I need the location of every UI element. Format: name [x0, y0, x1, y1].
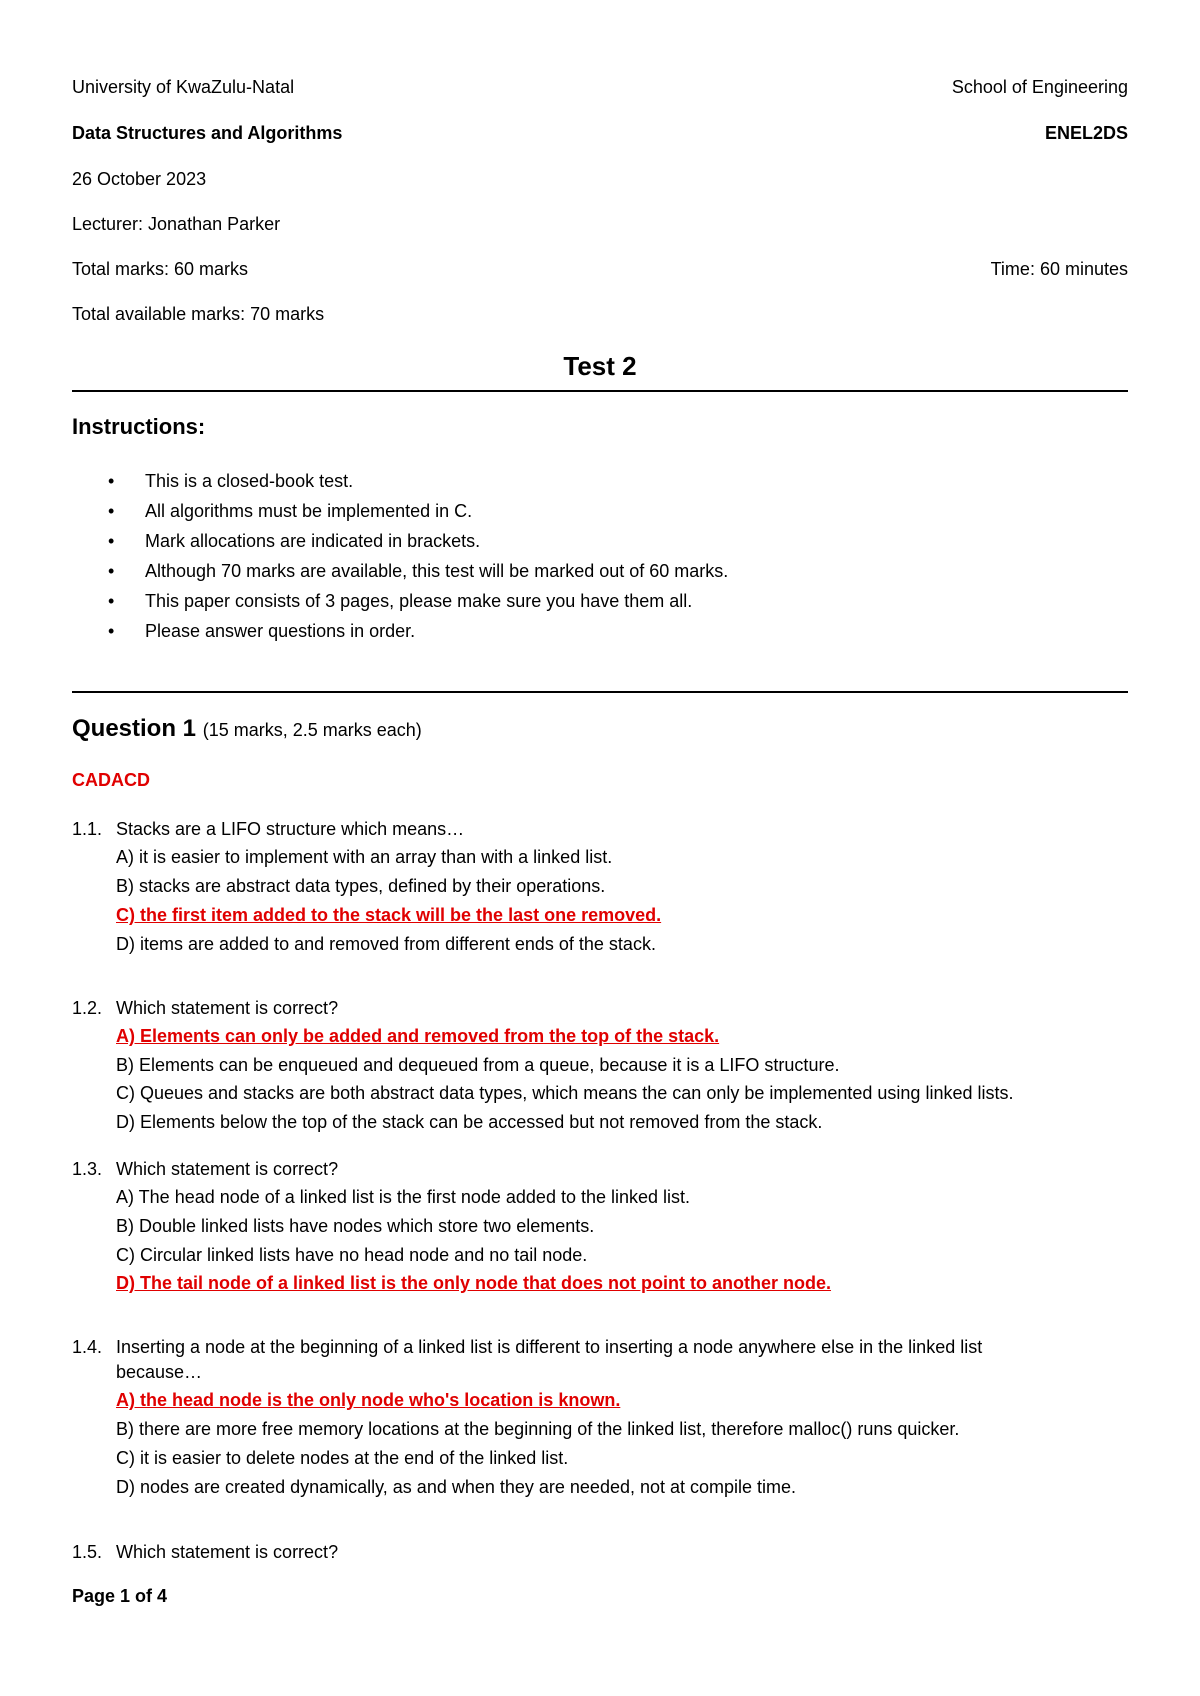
question-number: 1.2. — [72, 998, 103, 1018]
option-a-correct: A) the head node is the only node who's location is known. — [116, 1390, 621, 1410]
course-code: ENEL2DS — [1044, 123, 1128, 143]
question-1-heading — [72, 715, 422, 743]
lecturer-name: Lecturer: Jonathan Parker — [72, 214, 281, 234]
question-number: 1.5. — [72, 1542, 103, 1562]
instruction-item: • Please answer questions in order. — [108, 616, 728, 646]
instruction-item: • Although 70 marks are available, this test will be marked out of 60 marks. — [108, 556, 728, 586]
option-b: B) Double linked lists have nodes which store two elements. — [116, 1216, 595, 1236]
title-divider — [72, 390, 1128, 392]
bullet-icon: • — [108, 531, 115, 551]
option-b: B) there are more free memory locations at the beginning of the linked list, therefore malloc() runs quicker. — [116, 1419, 960, 1439]
option-c: C) Queues and stacks are both abstract data types, which means the can only be implemented using linked lists. — [116, 1083, 1014, 1103]
instruction-item: • This is a closed-book test. — [108, 466, 728, 496]
school-name: School of Engineering — [951, 77, 1128, 97]
question-stem: Inserting a node at the beginning of a linked list is different to inserting a node anywhere else in the linked list — [116, 1337, 983, 1357]
exam-date: 26 October 2023 — [72, 169, 207, 189]
university-name: University of KwaZulu-Natal — [72, 77, 295, 97]
option-d: D) items are added to and removed from different ends of the stack. — [116, 934, 656, 954]
option-a: A) it is easier to implement with an array than with a linked list. — [116, 847, 613, 867]
answer-key: CADACD — [72, 770, 150, 790]
question-number: 1.1. — [72, 819, 103, 839]
option-b: B) stacks are abstract data types, defined by their operations. — [116, 876, 606, 896]
instructions-heading: Instructions: — [72, 414, 206, 439]
question-number: 1.4. — [72, 1337, 103, 1357]
total-marks: Total marks: 60 marks — [72, 259, 249, 279]
option-c: C) it is easier to delete nodes at the end of the linked list. — [116, 1448, 569, 1468]
instruction-item: • Mark allocations are indicated in brackets. — [108, 526, 728, 556]
instruction-item: • This paper consists of 3 pages, please make sure you have them all. — [108, 586, 728, 616]
bullet-icon: • — [108, 621, 115, 641]
time-allowed: Time: 60 minutes — [990, 259, 1128, 279]
option-a-correct: A) Elements can only be added and removed from the top of the stack. — [116, 1026, 720, 1046]
instruction-item: • All algorithms must be implemented in C. — [108, 496, 728, 526]
option-b: B) Elements can be enqueued and dequeued from a queue, because it is a LIFO structure. — [116, 1055, 840, 1075]
option-d: D) Elements below the top of the stack can be accessed but not removed from the stack. — [116, 1112, 823, 1132]
bullet-icon: • — [108, 471, 115, 491]
instructions-list — [108, 466, 728, 646]
question-number: 1.3. — [72, 1159, 103, 1179]
section-divider — [72, 691, 1128, 693]
available-marks: Total available marks: 70 marks — [72, 304, 325, 324]
question-stem: Which statement is correct? — [116, 998, 339, 1018]
question-stem-continued: because… — [116, 1362, 203, 1382]
bullet-icon: • — [108, 561, 115, 581]
test-title: Test 2 — [563, 351, 637, 381]
option-c-correct: C) the first item added to the stack will be the last one removed. — [116, 905, 662, 925]
question-1-marks: (15 marks, 2.5 marks each) — [202, 720, 422, 740]
question-stem: Which statement is correct? — [116, 1542, 339, 1562]
page-number: Page 1 of 4 — [72, 1586, 168, 1606]
question-stem: Which statement is correct? — [116, 1159, 339, 1179]
bullet-icon: • — [108, 501, 115, 521]
course-title: Data Structures and Algorithms — [72, 123, 343, 143]
option-d-correct: D) The tail node of a linked list is the only node that does not point to another node. — [116, 1273, 832, 1293]
bullet-icon: • — [108, 591, 115, 611]
option-d: D) nodes are created dynamically, as and when they are needed, not at compile time. — [116, 1477, 797, 1497]
question-1-label: Question 1 — [72, 715, 197, 742]
option-c: C) Circular linked lists have no head node and no tail node. — [116, 1245, 588, 1265]
question-stem: Stacks are a LIFO structure which means… — [116, 819, 465, 839]
option-a: A) The head node of a linked list is the first node added to the linked list. — [116, 1187, 691, 1207]
